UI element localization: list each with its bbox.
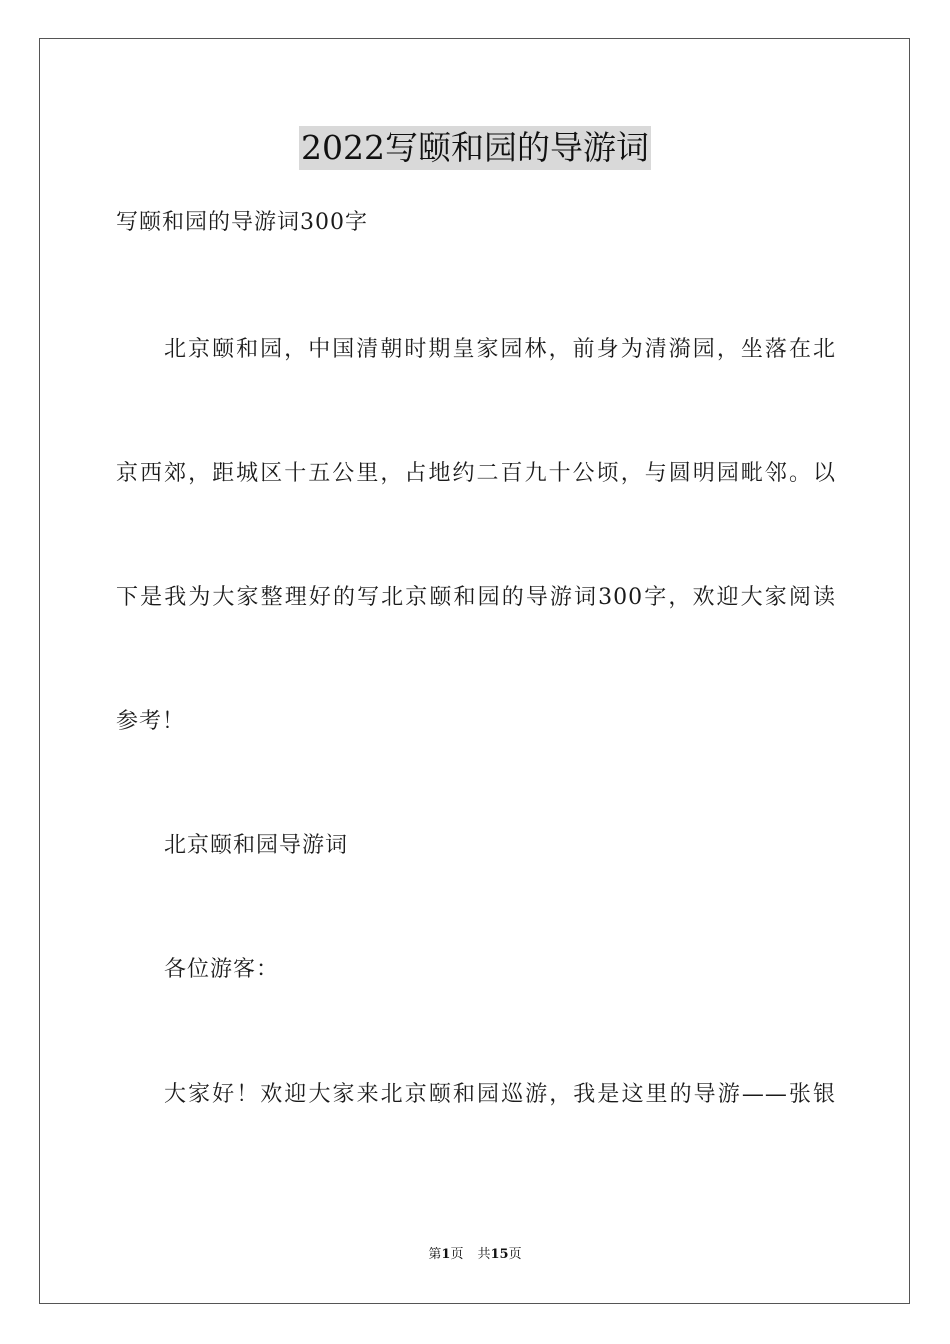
footer-total-prefix: 共: [477, 1247, 491, 1262]
footer-page-suffix: 页: [450, 1247, 464, 1262]
footer-page-prefix: 第: [428, 1247, 442, 1262]
title-container: [0, 126, 950, 170]
document-title: 2022写颐和园的导游词: [299, 126, 651, 170]
paragraph-line-5: 大家好！欢迎大家来北京颐和园巡游，我是这里的导游——张银: [164, 1082, 836, 1107]
document-subtitle: 写颐和园的导游词300字: [116, 210, 368, 235]
section-heading: 北京颐和园导游词: [164, 833, 349, 858]
footer-total-suffix: 页: [508, 1247, 522, 1262]
footer-page-total: 15: [490, 1247, 509, 1262]
paragraph-line-2: 京西郊，距城区十五公里，占地约二百九十公顷，与圆明园毗邻。以: [116, 461, 836, 486]
page-footer: [0, 1246, 950, 1264]
paragraph-line-3: 下是我为大家整理好的写北京颐和园的导游词300字，欢迎大家阅读: [116, 585, 836, 610]
paragraph-line-1: 北京颐和园，中国清朝时期皇家园林，前身为清漪园，坐落在北: [164, 337, 836, 362]
paragraph-line-4: 参考！: [116, 709, 186, 734]
footer-page-current: 1: [441, 1247, 451, 1262]
greeting-line: 各位游客：: [164, 957, 280, 982]
